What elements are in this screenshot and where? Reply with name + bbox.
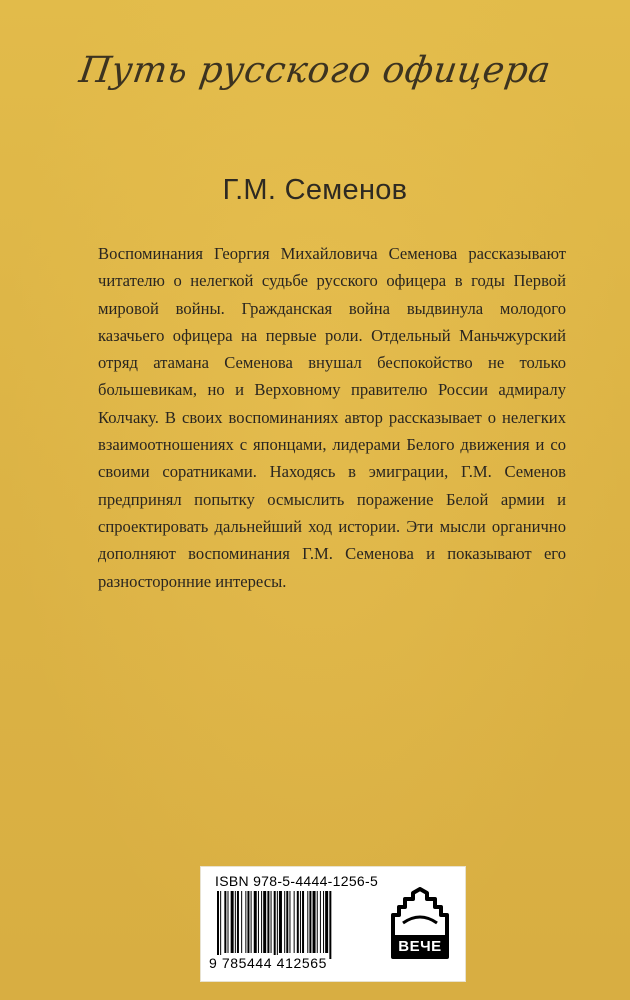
barcode-bar: [297, 891, 299, 953]
barcode-bar: [241, 891, 242, 953]
barcode-bar: [302, 891, 304, 953]
barcode-bar: [237, 891, 239, 953]
barcode-bar: [309, 891, 311, 953]
isbn-barcode-box: [200, 866, 466, 982]
barcode-bar: [307, 891, 308, 953]
isbn-label: ISBN 978-5-4444-1256-5: [215, 873, 379, 889]
barcode-bar: [247, 891, 249, 953]
barcode-bar: [228, 891, 229, 953]
barcode-bar: [251, 891, 252, 953]
publisher-logo-text: ВЕЧЕ: [398, 938, 442, 955]
barcode-bar: [329, 891, 331, 959]
barcode-bar: [258, 891, 259, 953]
barcode-bar: [254, 891, 257, 953]
barcode-bar: [217, 891, 219, 959]
barcode-bar: [271, 891, 272, 953]
barcode-bar: [263, 891, 266, 953]
barcode-bar: [274, 891, 276, 959]
series-title: Путь русского офицера: [76, 50, 554, 91]
barcode-bar: [245, 891, 246, 953]
barcode-bar: [286, 891, 288, 953]
author-name: Г.М. Семенов: [222, 174, 408, 206]
barcode-bar: [279, 891, 282, 953]
barcode-bar: [323, 891, 324, 953]
barcode-bar: [294, 891, 295, 953]
barcode-bar: [284, 891, 285, 953]
barcode-bar: [224, 891, 226, 953]
barcode-bar: [235, 891, 236, 953]
barcode-bar: [313, 891, 316, 953]
barcode-bar: [277, 891, 278, 959]
veche-logo-icon: [385, 887, 455, 963]
barcode-bar: [325, 891, 328, 953]
barcode-icon: [215, 891, 383, 961]
barcode-bar: [231, 891, 234, 953]
publisher-logo: [385, 887, 455, 968]
barcode-bar: [289, 891, 290, 953]
barcode-bar: [267, 891, 269, 953]
barcode-bar: [261, 891, 262, 953]
barcode-bar: [300, 891, 301, 953]
barcode-bar: [220, 891, 221, 959]
barcode-bar: [317, 891, 318, 953]
barcode-digits: 9 785444 412565: [209, 955, 327, 971]
barcode-bar: [320, 891, 321, 953]
book-description: Воспоминания Георгия Михайловича Семенова рассказывают читателю о нелегкой судьбе русского офицера в годы Первой мировой войны. Гражданская война выдвинула молодого казачьего офицера на первые роли. Отдельный Маньчжурский отряд атамана Семенова внушал беспокойство не только большевикам, но и Верховному правителю России адмиралу Колчаку. В своих воспоминаниях автор рассказывает о нелегких взаимоотношениях с японцами, лидерами Белого движения и со своими соратниками. Находясь в эмиграции, Г.М. Семенов предпринял попытку осмыслить поражение Белой армии и спроектировать дальнейший ход истории. Эти мысли органично дополняют воспоминания Г.М. Семенова и показывают его разносторонние интересы.: [98, 244, 566, 591]
